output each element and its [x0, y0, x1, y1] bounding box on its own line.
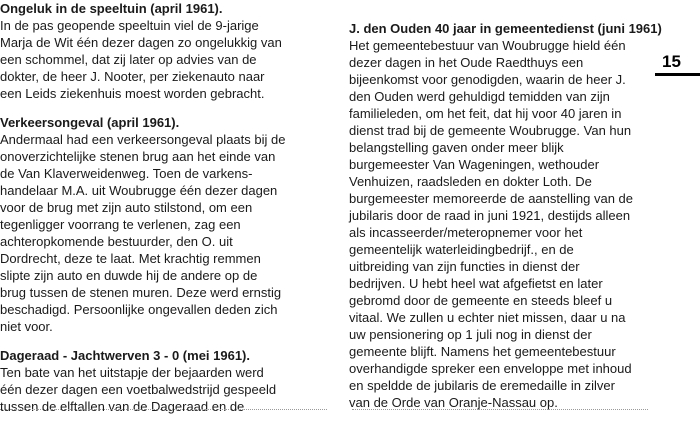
text-line: overhandigde spreker een enveloppe met inhoud: [349, 361, 632, 376]
article-den-ouden: [349, 20, 662, 411]
text-line: dienst trad bij de gemeente Woubrugge. Van hun: [349, 123, 632, 138]
text-line: Dordrecht, deze te laat. Met krachtig remmen: [0, 251, 261, 266]
text-line: dezer dagen in het Oude Raedthuys een: [349, 55, 584, 70]
text-line: dokter, de heer J. Nooter, per ziekenauto naar: [0, 69, 265, 84]
text-line: bijeenkomst voor genodigden, waarin de heer J.: [349, 72, 626, 87]
text-line: onoverzichtelijke stenen brug aan het einde van: [0, 149, 276, 164]
text-line: den Ouden werd gehuldigd temidden van zijn: [349, 89, 610, 104]
text-line: tegenligger voorrang te verlenen, zag een: [0, 217, 241, 232]
text-line: Ten bate van het uitstapje der bejaarden werd: [0, 365, 264, 380]
footer-divider-left: [0, 409, 327, 410]
text-line: brug tussen de stenen muren. Deze werd ernstig: [0, 285, 282, 300]
left-column: [0, 0, 330, 427]
text-line: één dezer dagen een voetbalwedstrijd gespeeld: [0, 382, 277, 397]
article-dageraad: [0, 347, 330, 415]
text-line: uitbreiding van zijn functies in dienst der: [349, 259, 580, 274]
text-line: beschadigd. Persoonlijke ongevallen deden zich: [0, 302, 278, 317]
text-line: jubilaris door de raad in juni 1921, destijds alleen: [349, 208, 631, 223]
text-line: een schommel, dat zij later op advies van de: [0, 52, 257, 67]
article-heading: Dageraad - Jachtwerven 3 - 0 (mei 1961).: [0, 348, 251, 363]
text-line: belangstelling gaven onder meer blijk: [349, 140, 564, 155]
article-heading: J. den Ouden 40 jaar in gemeentedienst (juni 1961): [349, 21, 662, 36]
text-line: een Leids ziekenhuis moest worden gebracht.: [0, 86, 265, 101]
text-line: van de Orde van Oranje-Nassau op.: [349, 395, 558, 410]
article-speeltuin: [0, 0, 330, 102]
text-line: burgemeester Van Wageningen, wethouder: [349, 157, 600, 172]
article-heading: Ongeluk in de speeltuin (april 1961).: [0, 1, 223, 16]
page-number: 15: [662, 52, 681, 71]
text-line: burgemeester memoreerde de aanstelling van de: [349, 191, 634, 206]
article-heading: Verkeersongeval (april 1961).: [0, 115, 180, 130]
page-number-bar: [655, 73, 700, 76]
text-line: handelaar M.A. uit Woubrugge één dezer dagen: [0, 183, 278, 198]
text-line: Andermaal had een verkeersongeval plaats bij de: [0, 132, 286, 147]
text-line: uw pensionering op 1 juli nog in dienst der: [349, 327, 592, 342]
article-verkeersongeval: [0, 114, 330, 335]
text-line: niet voor.: [0, 319, 53, 334]
footer-divider-right: [352, 409, 648, 410]
text-line: Het gemeentebestuur van Woubrugge hield één: [349, 38, 626, 53]
text-line: en speldde de jubilaris de eremedaille in zilver: [349, 378, 615, 393]
text-line: slipte zijn auto en duwde hij de andere op de: [0, 268, 258, 283]
text-line: voor de brug met zijn auto stilstond, om een: [0, 200, 253, 215]
text-line: gemeente blijft. Namens het gemeentebestuur: [349, 344, 616, 359]
text-line: familieleden, om het feit, dat hij voor 40 jaren in: [349, 106, 622, 121]
text-line: tussen de elftallen van de Dageraad en de: [0, 399, 245, 414]
text-line: Marja de Wit één dezer dagen zo ongelukkig van: [0, 35, 282, 50]
text-line: de Van Klaverweidenweg. Toen de varkens-: [0, 166, 253, 181]
text-line: vitaal. We zullen u echter niet missen, daar u na: [349, 310, 626, 325]
text-line: In de pas geopende speeltuin viel de 9-jarige: [0, 18, 259, 33]
text-line: gemeentelijk waterleidingbedrijf., en de: [349, 242, 574, 257]
right-column: [349, 20, 662, 411]
text-line: gebromd door de gemeente en steeds bleef u: [349, 293, 613, 308]
text-line: achteropkomende bestuurder, den O. uit: [0, 234, 233, 249]
text-line: Venhuizen, raadsleden en dokter Loth. De: [349, 174, 592, 189]
text-line: als incasseerder/meteropnemer voor het: [349, 225, 583, 240]
text-line: bedrijven. U hebt heel wat afgefietst en later: [349, 276, 603, 291]
